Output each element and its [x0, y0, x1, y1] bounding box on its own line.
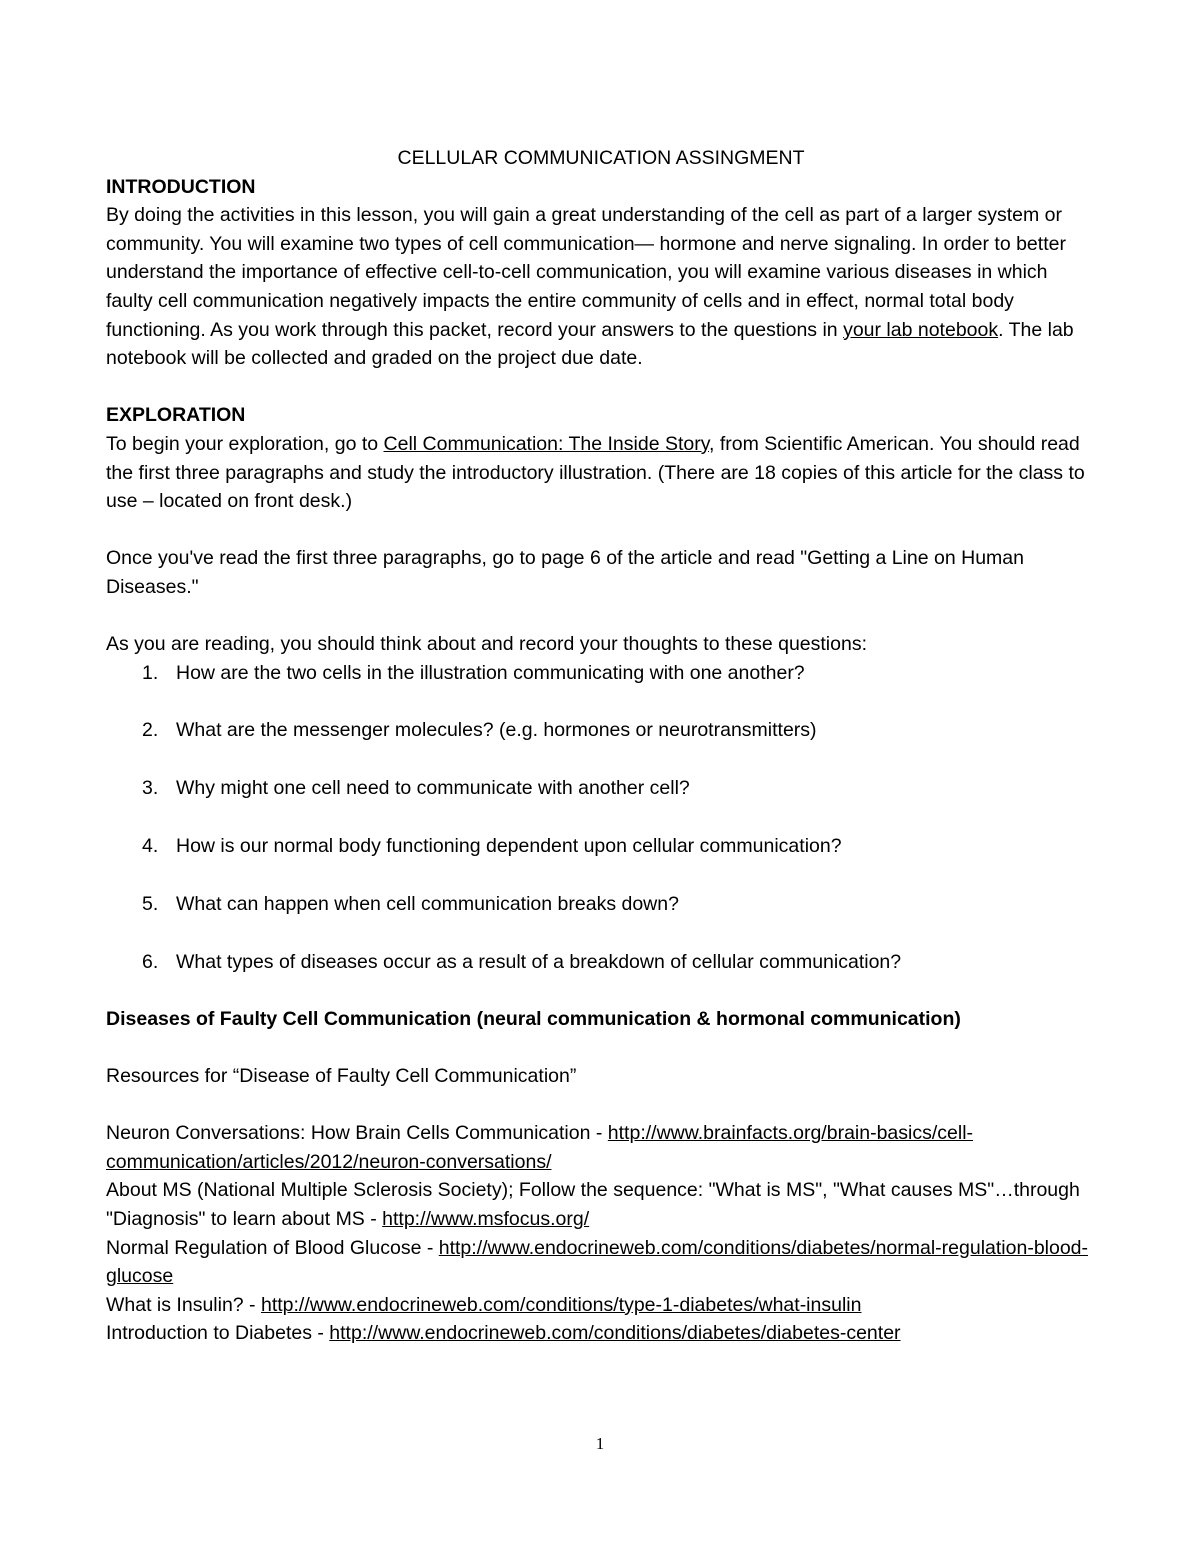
spacer: [106, 602, 1096, 631]
resource-link[interactable]: http://www.brainfacts.org/brain-basics/cell-communication/articles/2012/neuron-conversations/: [106, 1122, 974, 1173]
document-title: CELLULAR COMMUNICATION ASSINGMENT: [397, 147, 805, 169]
question-number: 6.: [142, 950, 159, 973]
question-text: What can happen when cell communication breaks down?: [176, 892, 679, 915]
resource-link[interactable]: http://www.endocrineweb.com/conditions/diabetes/normal-regulation-blood-glucose: [106, 1236, 1089, 1288]
question-text: How is our normal body functioning dependent upon cellular communication?: [176, 835, 842, 858]
resource-item: [106, 1176, 1096, 1233]
resource-link[interactable]: http://www.endocrineweb.com/conditions/diabetes/diabetes-center: [329, 1322, 901, 1345]
intro-text-after: . The lab notebook will be collected and graded on the project due date.: [106, 318, 1074, 370]
question-list: [106, 659, 1096, 977]
exploration-text-after: , from Scientific American. You should read the first three paragraphs and study the introductory illustration. (There are 18 copies of this article for the class to use – located on front desk.): [106, 432, 1085, 513]
question-text: What are the messenger molecules? (e.g. hormones or neurotransmitters): [176, 719, 817, 742]
question-number: 1.: [142, 661, 159, 684]
intro-paragraph: [106, 201, 1096, 373]
question-item: [106, 659, 1096, 688]
resource-link[interactable]: http://www.msfocus.org/: [382, 1207, 590, 1230]
lab-notebook-underlined: your lab notebook: [843, 318, 999, 341]
document-body: [106, 144, 1096, 1348]
resource-label: Normal Regulation of Blood Glucose -: [106, 1236, 439, 1259]
resource-link[interactable]: http://www.endocrineweb.com/conditions/type-1-diabetes/what-insulin: [260, 1293, 862, 1316]
resource-item: [106, 1291, 1096, 1320]
question-item: [106, 832, 1096, 861]
resource-item: [106, 1119, 1096, 1176]
resource-label: Introduction to Diabetes -: [106, 1322, 330, 1345]
resource-label: About MS (National Multiple Sclerosis Society); Follow the sequence: "What is MS", "What causes MS"…through "Diagnosis" to learn about MS -: [106, 1179, 1080, 1230]
question-text: Why might one cell need to communicate with another cell?: [176, 777, 690, 800]
resources-title: Resources for “Disease of Faulty Cell Communication”: [106, 1064, 577, 1087]
spacer: [106, 373, 1096, 402]
question-item: [106, 948, 1096, 977]
exploration-text-before: To begin your exploration, go to: [106, 432, 384, 455]
diseases-heading: Diseases of Faulty Cell Communication (neural communication & hormonal communication): [106, 1007, 961, 1030]
exploration-paragraph: [106, 430, 1096, 516]
article-link[interactable]: Cell Communication: The Inside Story: [383, 432, 710, 455]
spacer: [106, 976, 1096, 1005]
question-item: [106, 890, 1096, 919]
intro-heading: INTRODUCTION: [106, 175, 256, 198]
spacer: [106, 1033, 1096, 1062]
resource-item: [106, 1319, 1096, 1348]
question-number: 4.: [142, 835, 159, 858]
spacer: [106, 516, 1096, 545]
question-number: 3.: [142, 777, 159, 800]
question-item: [106, 716, 1096, 745]
question-number: 5.: [142, 892, 159, 915]
question-text: What types of diseases occur as a result of a breakdown of cellular communication?: [176, 950, 902, 973]
page-number: 1: [595, 1434, 605, 1453]
questions-intro: As you are reading, you should think about and record your thoughts to these questions:: [106, 633, 867, 656]
spacer: [106, 1091, 1096, 1120]
resource-label: Neuron Conversations: How Brain Cells Communication -: [106, 1122, 608, 1145]
intro-text-before: By doing the activities in this lesson, you will gain a great understanding of the cell as part of a larger system or community. You will examine two types of cell communication— hormone and nerve signaling. In order to better understand the importance of effective cell-to-cell communication, you will examine various diseases in which faulty cell communication negatively impacts the entire community of cells and in effect, normal total body functioning. As you work through this packet, record your answers to the questions in: [106, 204, 1066, 341]
question-number: 2.: [142, 719, 159, 742]
question-item: [106, 774, 1096, 803]
resource-label: What is Insulin? -: [106, 1293, 261, 1316]
question-text: How are the two cells in the illustration communicating with one another?: [176, 661, 805, 684]
exploration-heading: EXPLORATION: [106, 404, 246, 427]
exploration-paragraph-2: Once you've read the first three paragraphs, go to page 6 of the article and read "Getting a Line on Human Diseases.": [106, 547, 1024, 598]
resource-item: [106, 1234, 1096, 1291]
